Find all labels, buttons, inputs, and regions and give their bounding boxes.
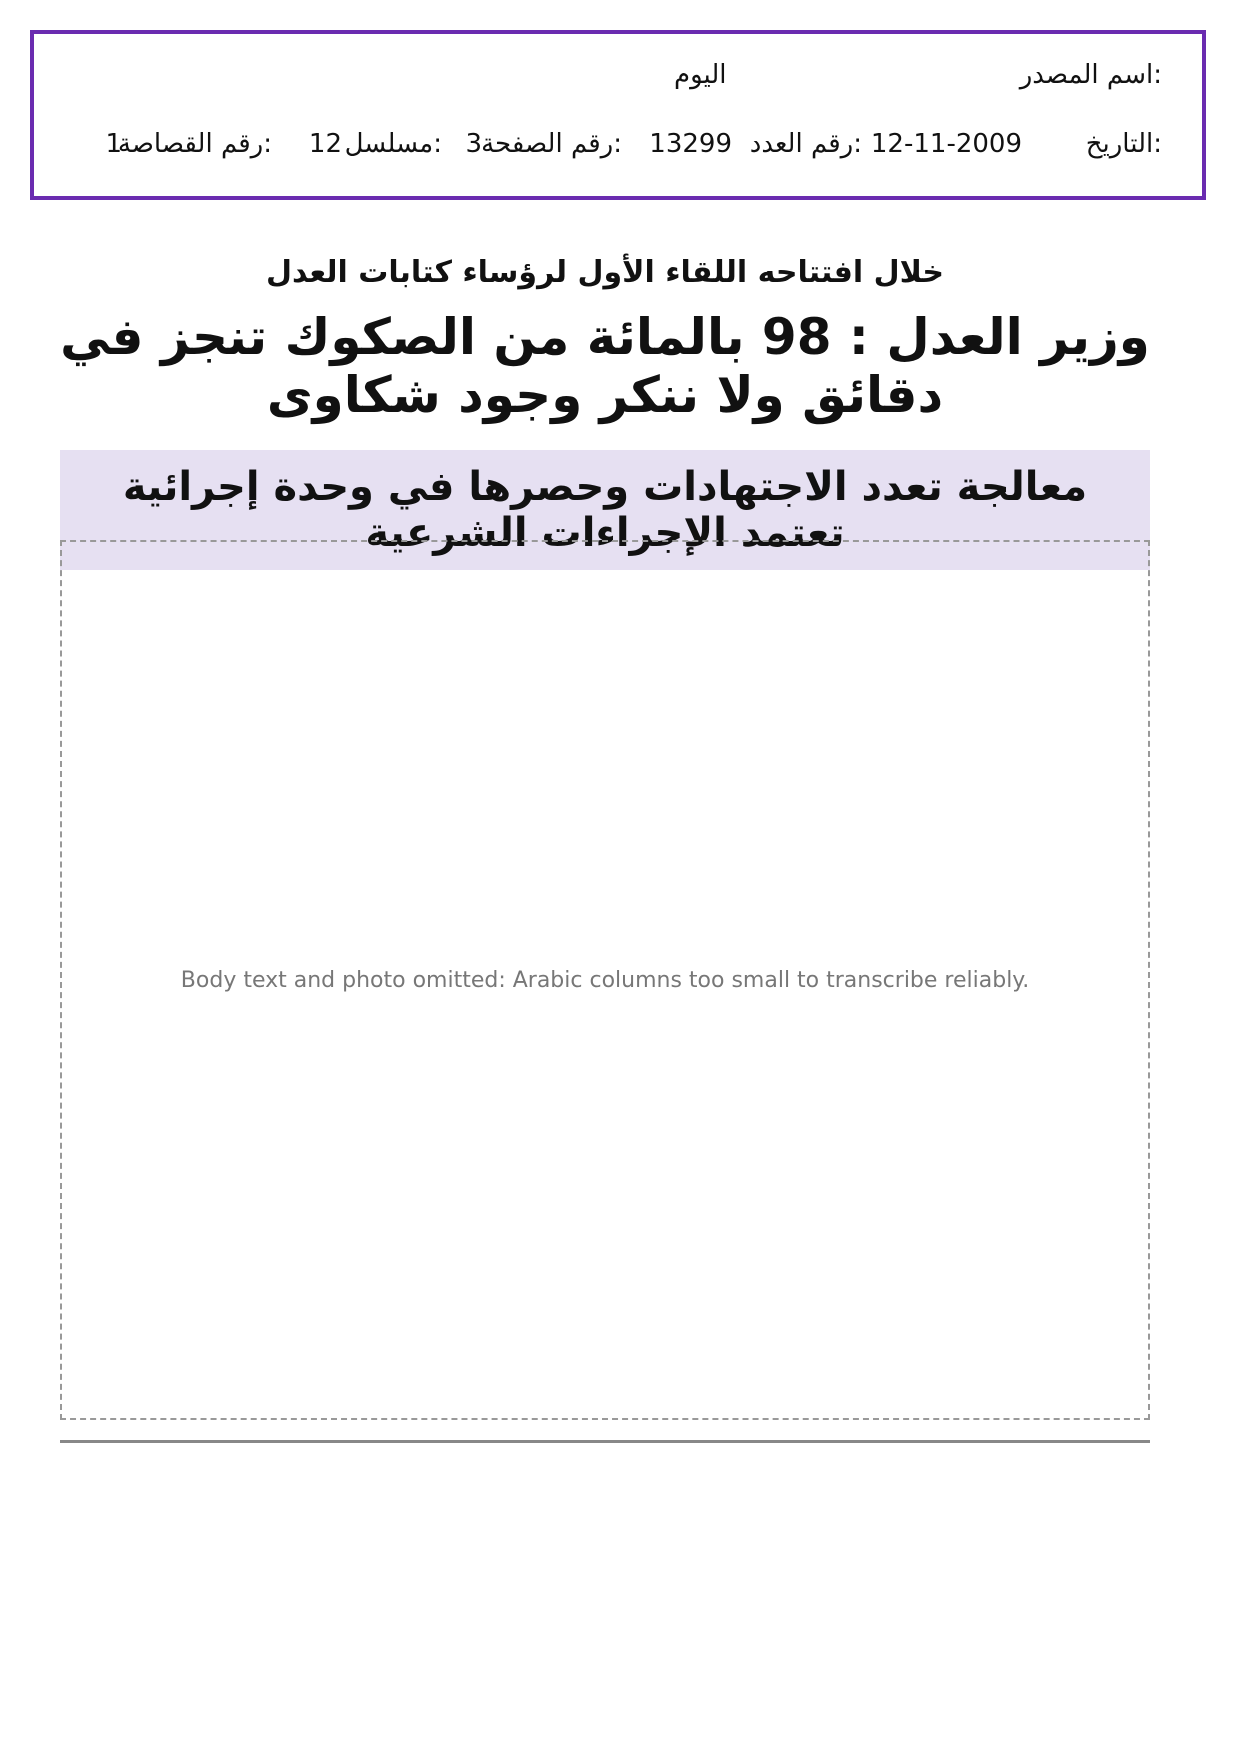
- clip-value: 1: [105, 129, 122, 159]
- kicker: خلال افتتاحه اللقاء الأول لرؤساء كتابات العدل: [265, 255, 945, 290]
- issue-label: رقم العدد:: [749, 129, 862, 159]
- serial-value: 12: [308, 129, 342, 159]
- body-placeholder: Body text and photo omitted: Arabic columns too small to transcribe reliably.: [60, 540, 1150, 1420]
- bottom-rule: [60, 1440, 1150, 1443]
- page-label: رقم الصفحة:: [481, 129, 622, 159]
- date-value: 12-11-2009: [870, 129, 1022, 159]
- source-label: اسم المصدر:: [1019, 60, 1162, 90]
- headline: وزير العدل : 98 بالمائة من الصكوك تنجز في دقائق ولا ننكر وجود شكاوى: [60, 308, 1150, 424]
- article-heading: [60, 255, 1150, 570]
- serial-label: مسلسل:: [344, 129, 442, 159]
- source-value: اليوم: [674, 60, 727, 90]
- clip-label: رقم القصاصة:: [117, 129, 272, 159]
- page-value: 3: [465, 129, 482, 159]
- issue-value: 13299: [649, 129, 732, 159]
- date-label: التاريخ:: [1085, 129, 1162, 159]
- clipping-header: [30, 30, 1206, 200]
- subhead: معالجة تعدد الاجتهادات وحصرها في وحدة إجرائية تعتمد الإجراءات الشرعية: [60, 450, 1150, 570]
